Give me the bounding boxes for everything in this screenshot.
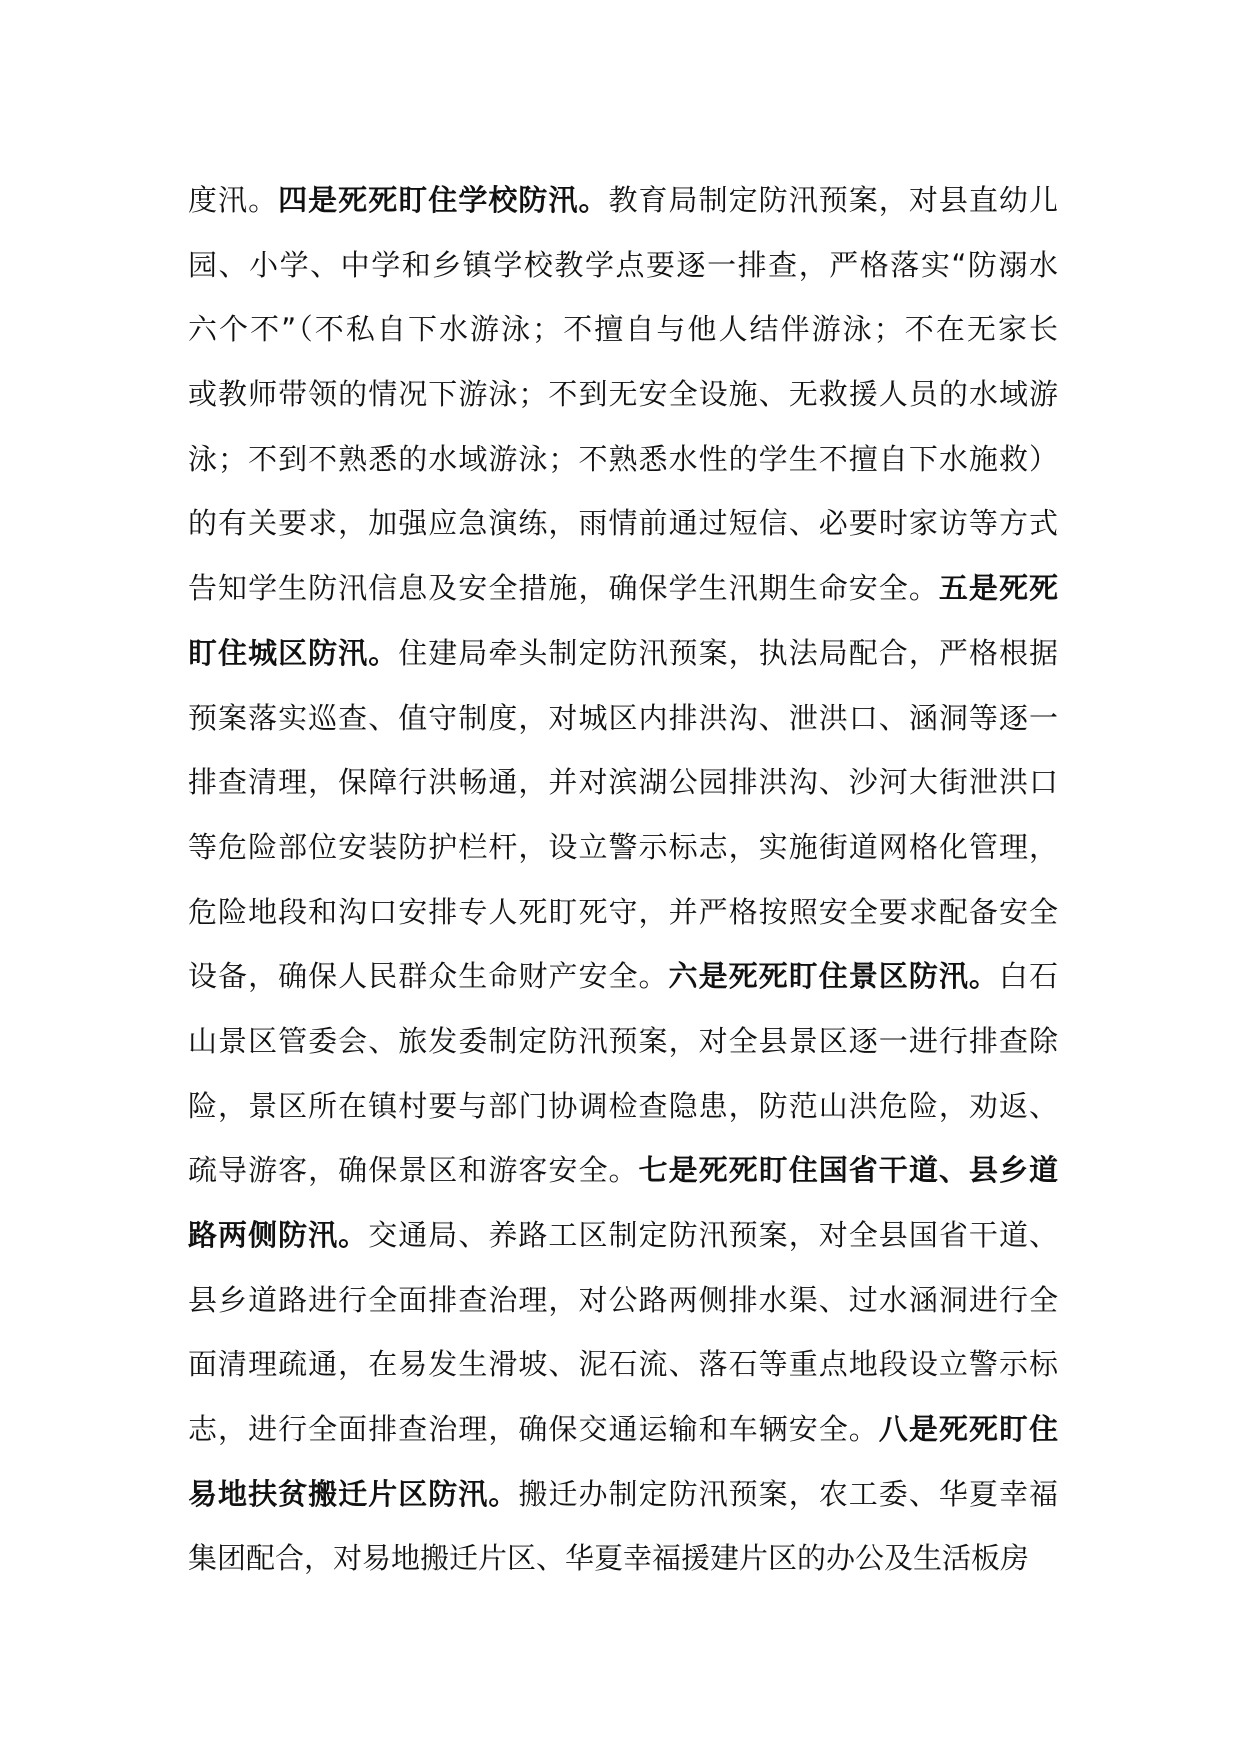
body-text-segment: 志，进行全面排查治理，确保交通运输和车辆安全。 [188,1412,879,1447]
text-line [188,556,1058,621]
bold-heading-text: 七是死死盯住国省干道、县乡道 [638,1153,1058,1188]
body-text-segment: 六个不”（不私自下水游泳；不擅自与他人结伴游泳；不在无家长 [188,312,1058,347]
body-text-segment: 搬迁办制定防汛预案，农工委、华夏幸福 [518,1476,1058,1511]
body-text-segment: 设备，确保人民群众生命财产安全。 [188,959,669,994]
bold-heading-text: 路两侧防汛。 [188,1218,369,1252]
text-line [188,362,1058,427]
body-text-segment: 疏导游客，确保景区和游客安全。 [188,1153,639,1188]
body-text-segment: 县乡道路进行全面排查治理，对公路两侧排水渠、过水涵洞进行全 [188,1282,1058,1317]
body-text-segment: 危险地段和沟口安排专人死盯死守，并严格按照安全要求配备安全 [188,894,1058,929]
text-line [188,1397,1058,1462]
body-text-segment: 告知学生防汛信息及安全措施，确保学生汛期生命安全。 [188,571,939,606]
body-text-segment: 白石 [998,959,1058,994]
body-text [188,168,1058,1591]
text-line [188,686,1058,751]
bold-heading-text: 五是死死 [938,571,1058,606]
body-text-segment: 泳；不到不熟悉的水域游泳；不熟悉水性的学生不擅自下水施救） [188,441,1058,476]
text-line [188,427,1058,492]
text-line [188,168,1058,233]
body-text-segment: 面清理疏通，在易发生滑坡、泥石流、落石等重点地段设立警示标 [188,1347,1058,1382]
text-line [188,750,1058,815]
body-text-segment: 排查清理，保障行洪畅通，并对滨湖公园排洪沟、沙河大街泄洪口 [188,765,1058,800]
body-text-segment: 或教师带领的情况下游泳；不到无安全设施、无救援人员的水域游 [188,377,1058,412]
bold-heading-text: 四是死死盯住学校防汛。 [278,183,609,217]
body-text-segment: 交通局、养路工区制定防汛预案，对全县国省干道、 [368,1218,1058,1252]
text-line [188,944,1058,1009]
text-line [188,815,1058,880]
body-text-segment: 等危险部位安装防护栏杆，设立警示标志，实施街道网格化管理， [188,829,1058,864]
body-text-segment: 山景区管委会、旅发委制定防汛预案，对全县景区逐一进行排查除 [188,1023,1058,1058]
text-line [188,1332,1058,1397]
body-text-segment: 集团配合，对易地搬迁片区、华夏幸福援建片区的办公及生活板房 [188,1541,1030,1576]
body-text-segment: 的有关要求，加强应急演练，雨情前通过短信、必要时家访等方式 [188,506,1058,541]
text-line [188,880,1058,945]
text-line [188,1203,1058,1268]
body-text-segment: 教育局制定防汛预案，对县直幼儿 [608,183,1058,217]
body-text-segment: 预案落实巡查、值守制度，对城区内排洪沟、泄洪口、涵洞等逐一 [188,700,1058,735]
text-line [188,1074,1058,1139]
text-line [188,621,1058,686]
text-line [188,1009,1058,1074]
body-text-segment: 住建局牵头制定防汛预案，执法局配合，严格根据 [398,635,1058,670]
body-text-segment: 度汛。 [188,183,279,217]
text-line [188,297,1058,362]
body-text-segment: 园、小学、中学和乡镇学校教学点要逐一排查，严格落实“防溺水 [188,247,1058,282]
text-line [188,1462,1058,1527]
bold-heading-text: 易地扶贫搬迁片区防汛。 [188,1476,519,1511]
bold-heading-text: 六是死死盯住景区防汛。 [668,959,999,994]
body-text-segment: 险，景区所在镇村要与部门协调检查隐患，防范山洪危险，劝返、 [188,1088,1058,1123]
text-line [188,233,1058,298]
text-line [188,1138,1058,1203]
text-line [188,1526,1058,1591]
text-line [188,1268,1058,1333]
bold-heading-text: 八是死死盯住 [878,1412,1058,1447]
text-line [188,491,1058,556]
bold-heading-text: 盯住城区防汛。 [188,635,399,670]
